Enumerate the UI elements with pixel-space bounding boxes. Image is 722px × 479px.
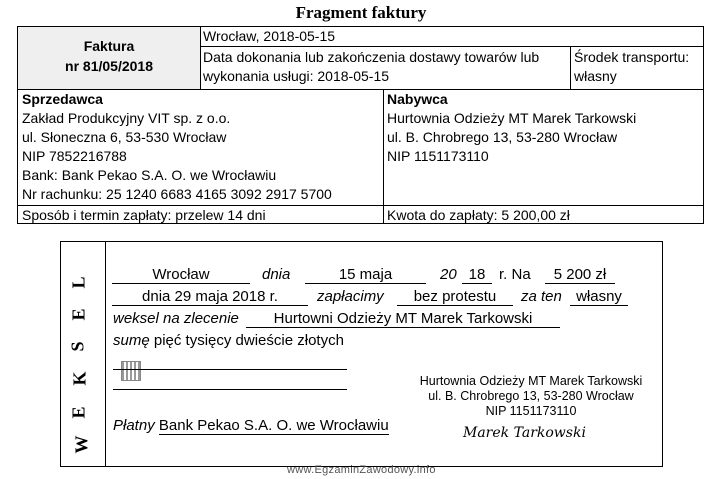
weksel-city: Wrocław xyxy=(112,266,250,284)
buyer-address: ul. B. Chrobrego 13, 53-280 Wrocław xyxy=(387,129,618,145)
side-letter: W xyxy=(71,435,92,454)
side-letter: L xyxy=(68,276,89,289)
seller-nip: NIP 7852216788 xyxy=(22,148,127,164)
seller-heading: Sprzedawca xyxy=(22,91,103,107)
transport-label: Środek transportu: xyxy=(574,49,690,65)
own-label: własny xyxy=(570,288,628,306)
invoice-table xyxy=(17,26,704,224)
side-letter: K xyxy=(69,371,90,386)
year-prefix: 20 xyxy=(440,266,457,283)
payee-name: Hurtowni Odzieży MT Marek Tarkowski xyxy=(246,310,560,328)
side-letter: E xyxy=(68,308,89,321)
qr-code-icon xyxy=(121,361,141,381)
buyer-heading: Nabywca xyxy=(387,91,448,107)
buyer-nip: NIP 1151173110 xyxy=(387,148,489,164)
dnia-label: dnia xyxy=(262,266,291,283)
protest-clause: bez protestu xyxy=(397,288,513,306)
order-label: weksel na zlecenie xyxy=(113,310,239,327)
page-title: Fragment faktury xyxy=(295,3,427,22)
delivery-date-line2: wykonania usługi: 2018-05-15 xyxy=(203,68,390,84)
side-letter: S xyxy=(67,341,88,352)
delivery-date-line1: Data dokonania lub zakończenia dostawy towarów lub xyxy=(203,49,540,65)
seller-address: ul. Słoneczna 6, 53-530 Wrocław xyxy=(22,129,227,145)
amount-due: Kwota do zapłaty: 5 200,00 zł xyxy=(387,207,570,223)
platny-label: Płatny xyxy=(113,417,155,434)
sume-label: sumę xyxy=(113,332,150,349)
invoice-place-date: Wrocław, 2018-05-15 xyxy=(203,28,336,44)
transport-value: własny xyxy=(574,68,617,84)
signature: Marek Tarkowski xyxy=(463,425,586,441)
payer-bank: Bank Pekao S.A. O. we Wrocławiu xyxy=(158,417,389,434)
stamp-nip: NIP 1151173110 xyxy=(485,404,577,418)
seller-bank: Bank: Bank Pekao S.A. O. we Wrocławiu xyxy=(22,167,277,183)
watermark: www.EgzaminZawodowy.info xyxy=(287,464,436,476)
invoice-number: nr 81/05/2018 xyxy=(65,58,153,74)
na-label: r. Na xyxy=(499,266,531,283)
payment-terms: Sposób i termin zapłaty: przelew 14 dni xyxy=(22,207,266,223)
weksel-amount: 5 200 zł xyxy=(545,266,615,284)
sum-in-words: pięć tysięcy dwieście złotych xyxy=(153,332,344,349)
side-letter: E xyxy=(68,406,89,419)
seller-name: Zakład Produkcyjny VIT sp. z o.o. xyxy=(22,110,231,126)
za-ten-label: za ten xyxy=(521,288,562,305)
seller-account: Nr rachunku: 25 1240 6683 4165 3092 2917 5700 xyxy=(22,186,332,202)
weksel-day: 15 maja xyxy=(305,266,426,284)
weksel-side-label xyxy=(67,256,93,456)
zaplacimy-label: zapłacimy xyxy=(317,288,384,305)
year-suffix: 18 xyxy=(462,266,492,284)
stamp-address: ul. B. Chrobrego 13, 53-280 Wrocław xyxy=(428,389,634,403)
stamp-name: Hurtownia Odzieży MT Marek Tarkowski xyxy=(419,374,643,388)
buyer-name: Hurtownia Odzieży MT Marek Tarkowski xyxy=(387,110,637,126)
invoice-label: Faktura xyxy=(83,38,135,54)
due-date: dnia 29 maja 2018 r. xyxy=(112,288,308,306)
